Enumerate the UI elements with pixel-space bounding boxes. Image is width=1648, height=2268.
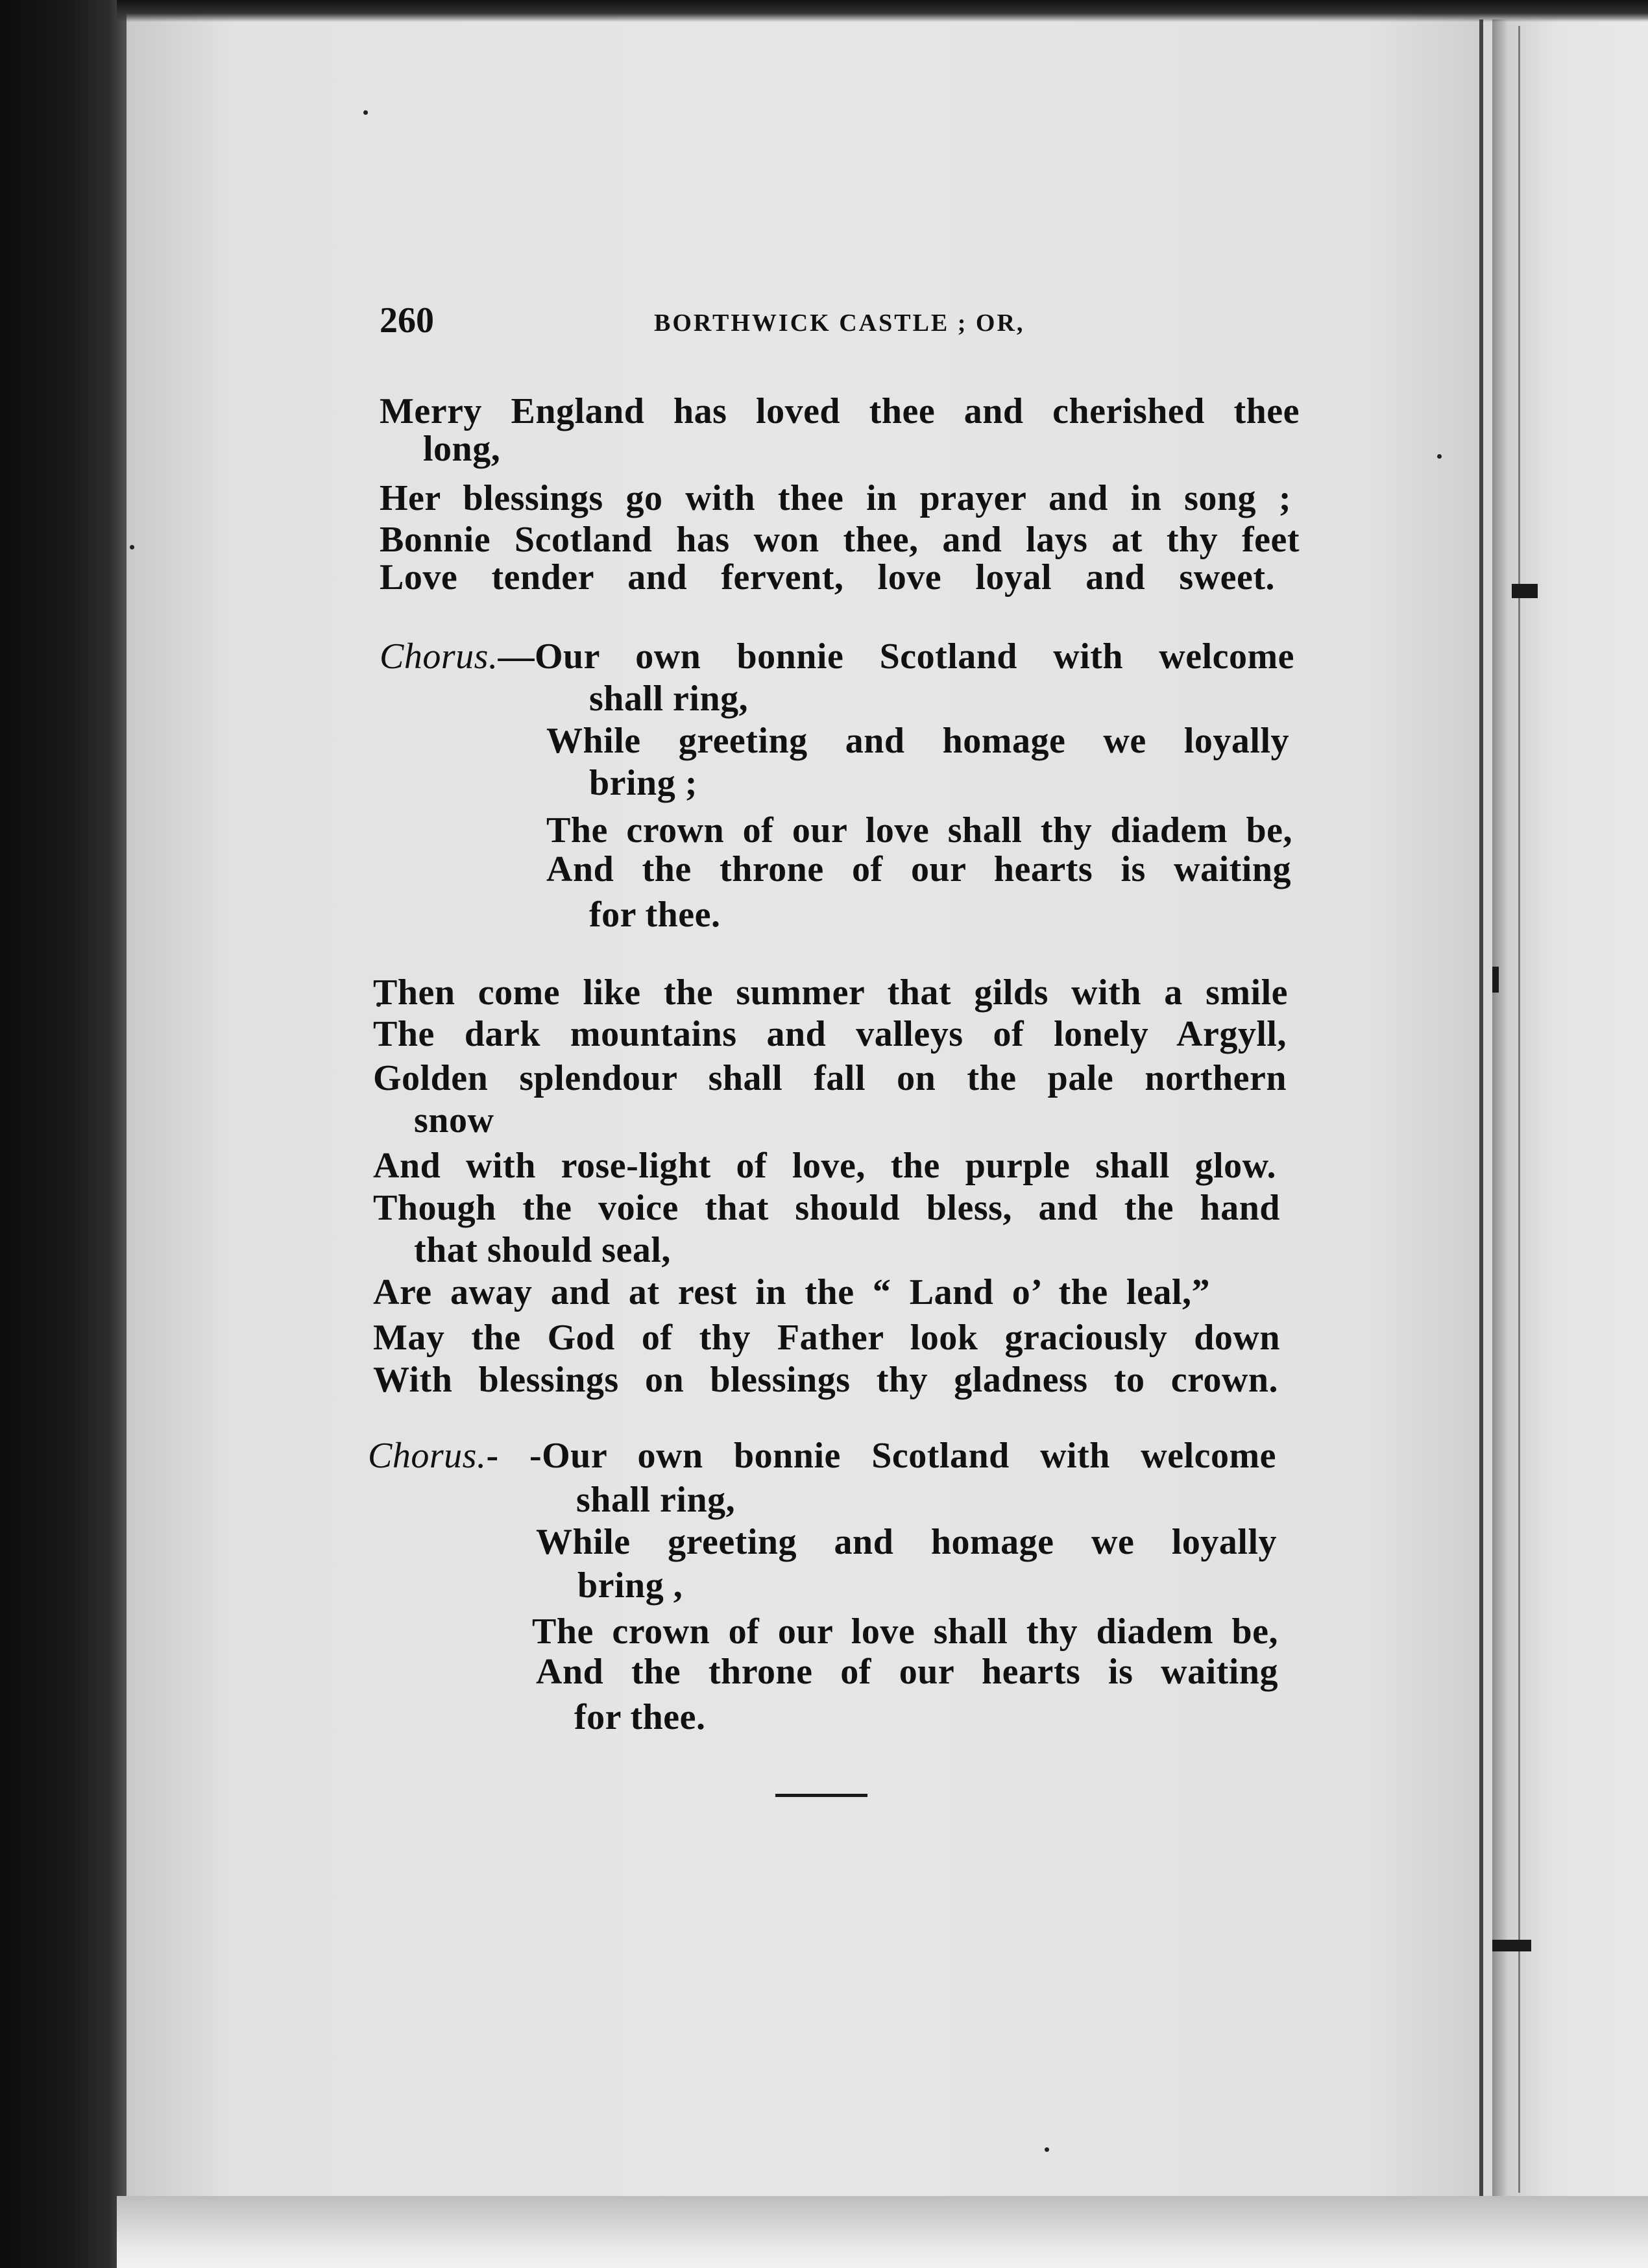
poem-line [373, 1317, 1280, 1358]
line-text: - -Our own bonnie Scotland with welcome [486, 1436, 1276, 1476]
poem-line [380, 477, 1291, 519]
running-title: BORTHWICK CASTLE ; OR, [654, 309, 1025, 337]
chorus-label: Chorus. [380, 636, 498, 677]
poem-line [532, 1611, 1278, 1652]
line-text: Are away and at rest in the “ Land o’ the leal,” [373, 1272, 1210, 1312]
line-text: And the throne of our hearts is waiting [546, 849, 1291, 889]
line-text: Her blessings go with thee in prayer and in song ; [380, 478, 1291, 518]
poem-line [373, 972, 1288, 1013]
poem-line [546, 810, 1292, 851]
poem-line [414, 1229, 671, 1271]
line-text: that should seal, [414, 1230, 671, 1270]
line-text: Bonnie Scotland has won thee, and lays at thy feet [380, 520, 1300, 560]
poem-line [373, 1359, 1278, 1401]
line-text: Then come like the summer that gilds with a smile [373, 972, 1288, 1013]
poem-line [368, 1435, 1276, 1477]
poem-line [380, 636, 1294, 677]
poem-line [373, 1057, 1287, 1099]
poem-line [373, 1272, 1210, 1313]
page-number: 260 [380, 300, 434, 341]
line-text: —Our own bonnie Scotland with welcome [498, 636, 1294, 677]
line-text: While greeting and homage we loyally [536, 1522, 1277, 1562]
line-text: With blessings on blessings thy gladness to crown. [373, 1360, 1278, 1400]
line-text: And the throne of our hearts is waiting [536, 1652, 1278, 1692]
poem-line [414, 1100, 494, 1141]
poem-line [546, 720, 1289, 762]
poem-line [380, 391, 1300, 432]
section-end-rule [775, 1794, 867, 1797]
poem-line [536, 1651, 1278, 1693]
poem-line [380, 557, 1275, 598]
line-text: Golden splendour shall fall on the pale northern [373, 1058, 1287, 1098]
chorus-label: Chorus. [368, 1436, 487, 1476]
line-text: While greeting and homage we loyally [546, 721, 1289, 761]
poem-line [576, 1479, 735, 1521]
poem-line [373, 1187, 1280, 1229]
line-text: long, [423, 429, 501, 469]
poem-line [423, 428, 500, 470]
line-text: The crown of our love shall thy diadem be, [546, 810, 1292, 850]
poem-line [373, 1013, 1287, 1055]
line-text: And with rose-light of love, the purple shall glow. [373, 1146, 1276, 1186]
line-text: shall ring, [576, 1480, 736, 1520]
line-text: The dark mountains and valleys of lonely Argyll, [373, 1014, 1287, 1054]
line-text: Love tender and fervent, love loyal and sweet. [380, 557, 1275, 597]
line-text: May the God of thy Father look graciously down [373, 1318, 1280, 1358]
line-text: The crown of our love shall thy diadem be, [532, 1611, 1278, 1652]
poem-line [574, 1696, 706, 1738]
poem-line [373, 1145, 1276, 1187]
poem-line [546, 849, 1291, 890]
line-text: shall ring, [589, 679, 749, 719]
line-text: for thee. [574, 1697, 706, 1737]
poem-line [589, 894, 721, 935]
poem-line [577, 1565, 683, 1606]
line-text: Though the voice that should bless, and the hand [373, 1188, 1280, 1228]
line-text: bring , [577, 1565, 683, 1606]
poem-line [589, 678, 748, 719]
line-text: Merry England has loved thee and cherished thee [380, 391, 1300, 431]
poem-line [589, 762, 697, 804]
line-text: bring ; [589, 763, 697, 803]
line-text: snow [414, 1100, 494, 1140]
line-text: for thee. [589, 895, 721, 935]
poem-line [536, 1521, 1277, 1563]
poem-line [380, 519, 1300, 561]
